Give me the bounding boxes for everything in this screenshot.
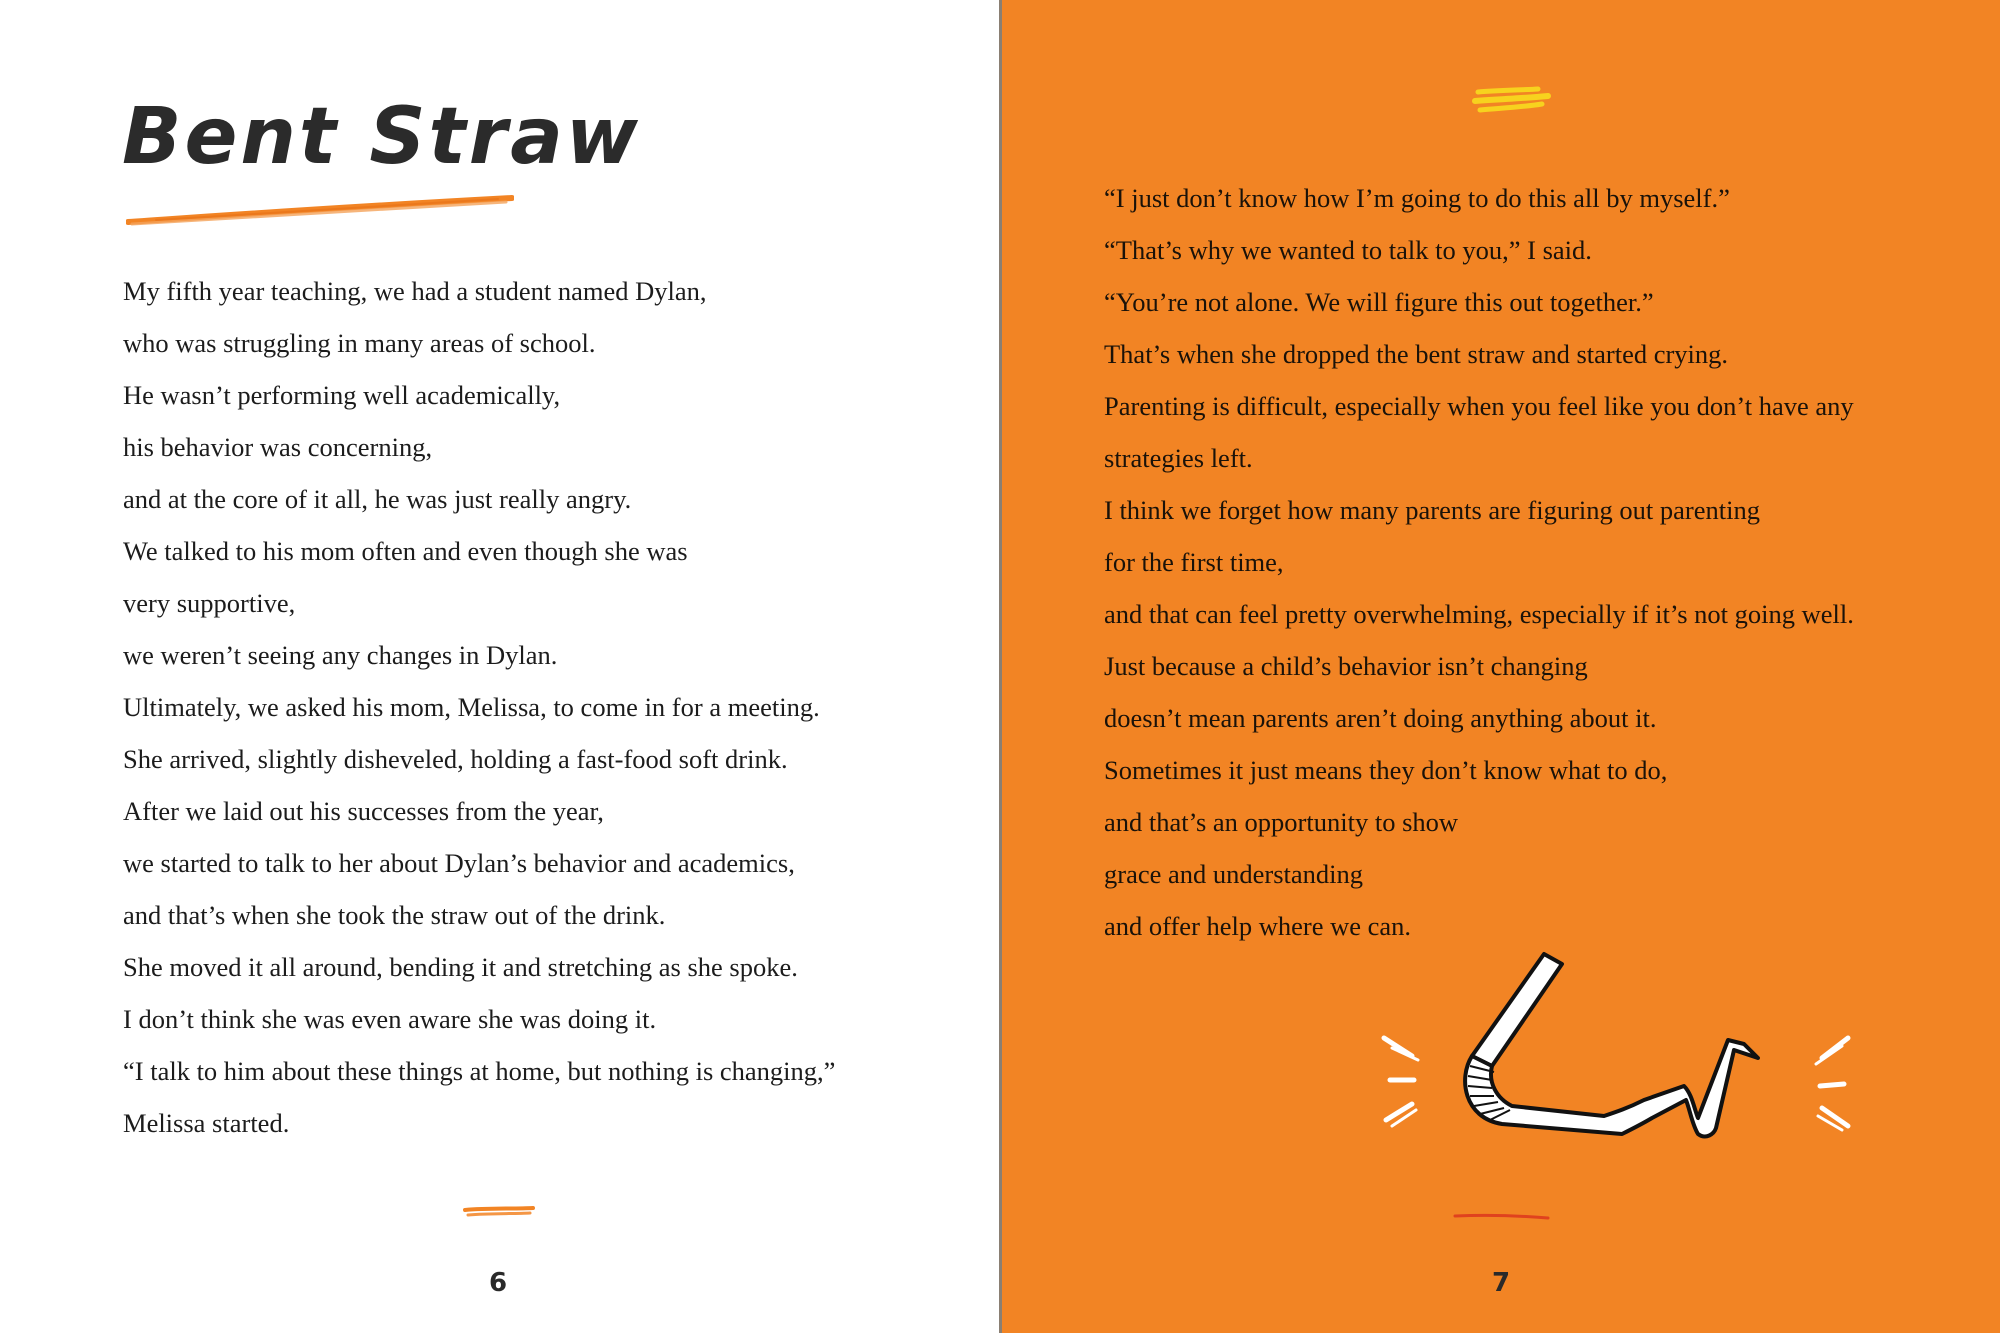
title-underline-stroke <box>126 194 514 228</box>
text-line: who was struggling in many areas of school. <box>123 328 596 358</box>
text-line: and that’s when she took the straw out of the drink. <box>123 900 666 930</box>
text-line: “I just don’t know how I’m going to do this all by myself.” <box>1104 183 1730 213</box>
text-line: Sometimes it just means they don’t know what to do, <box>1104 755 1668 785</box>
text-line: Ultimately, we asked his mom, Melissa, to come in for a meeting. <box>123 692 820 722</box>
text-line: I don’t think she was even aware she was doing it. <box>123 1004 657 1034</box>
text-line: “That’s why we wanted to talk to you,” I said. <box>1104 235 1592 265</box>
straw-shape <box>1465 954 1758 1136</box>
text-line: Just because a child’s behavior isn’t changing <box>1104 651 1588 681</box>
text-line: and at the core of it all, he was just really angry. <box>123 484 632 514</box>
text-line: and offer help where we can. <box>1104 911 1412 941</box>
text-line: his behavior was concerning, <box>123 432 433 462</box>
text-line: We talked to his mom often and even though she was <box>123 536 688 566</box>
left-footer-accent-stroke <box>462 1204 536 1220</box>
right-page <box>1002 0 2000 1333</box>
text-line: and that’s an opportunity to show <box>1104 807 1459 837</box>
page-number-left: 6 <box>488 1268 508 1298</box>
chapter-title: Bent Straw <box>122 92 641 182</box>
motion-marks-right <box>1816 1038 1848 1130</box>
text-line: She arrived, slightly disheveled, holding a fast-food soft drink. <box>123 744 788 774</box>
page-number-right: 7 <box>1491 1268 1511 1298</box>
right-body-text <box>1104 172 1854 952</box>
right-top-accent-stroke <box>1472 86 1552 120</box>
text-line: Melissa started. <box>123 1108 290 1138</box>
text-line: After we laid out his successes from the year, <box>123 796 604 826</box>
text-line: we weren’t seeing any changes in Dylan. <box>123 640 558 670</box>
text-line: I think we forget how many parents are figuring out parenting <box>1104 495 1760 525</box>
left-body-text <box>123 265 835 1149</box>
left-page <box>0 0 999 1333</box>
text-line: strategies left. <box>1104 443 1253 473</box>
motion-marks-left <box>1384 1038 1418 1126</box>
right-footer-accent-stroke <box>1452 1210 1552 1224</box>
text-line: for the first time, <box>1104 547 1284 577</box>
bent-straw-illustration <box>1372 948 1862 1148</box>
text-line: we started to talk to her about Dylan’s behavior and academics, <box>123 848 795 878</box>
text-line: “I talk to him about these things at home, but nothing is changing,” <box>123 1056 836 1086</box>
text-line: He wasn’t performing well academically, <box>123 380 561 410</box>
text-line: doesn’t mean parents aren’t doing anything about it. <box>1104 703 1657 733</box>
text-line: very supportive, <box>123 588 296 618</box>
text-line: She moved it all around, bending it and stretching as she spoke. <box>123 952 798 982</box>
text-line: grace and understanding <box>1104 859 1364 889</box>
text-line: My fifth year teaching, we had a student named Dylan, <box>123 276 707 306</box>
text-line: “You’re not alone. We will figure this out together.” <box>1104 287 1654 317</box>
text-line: Parenting is difficult, especially when you feel like you don’t have any <box>1104 391 1854 421</box>
text-line: That’s when she dropped the bent straw and started crying. <box>1104 339 1729 369</box>
text-line: and that can feel pretty overwhelming, especially if it’s not going well. <box>1104 599 1854 629</box>
